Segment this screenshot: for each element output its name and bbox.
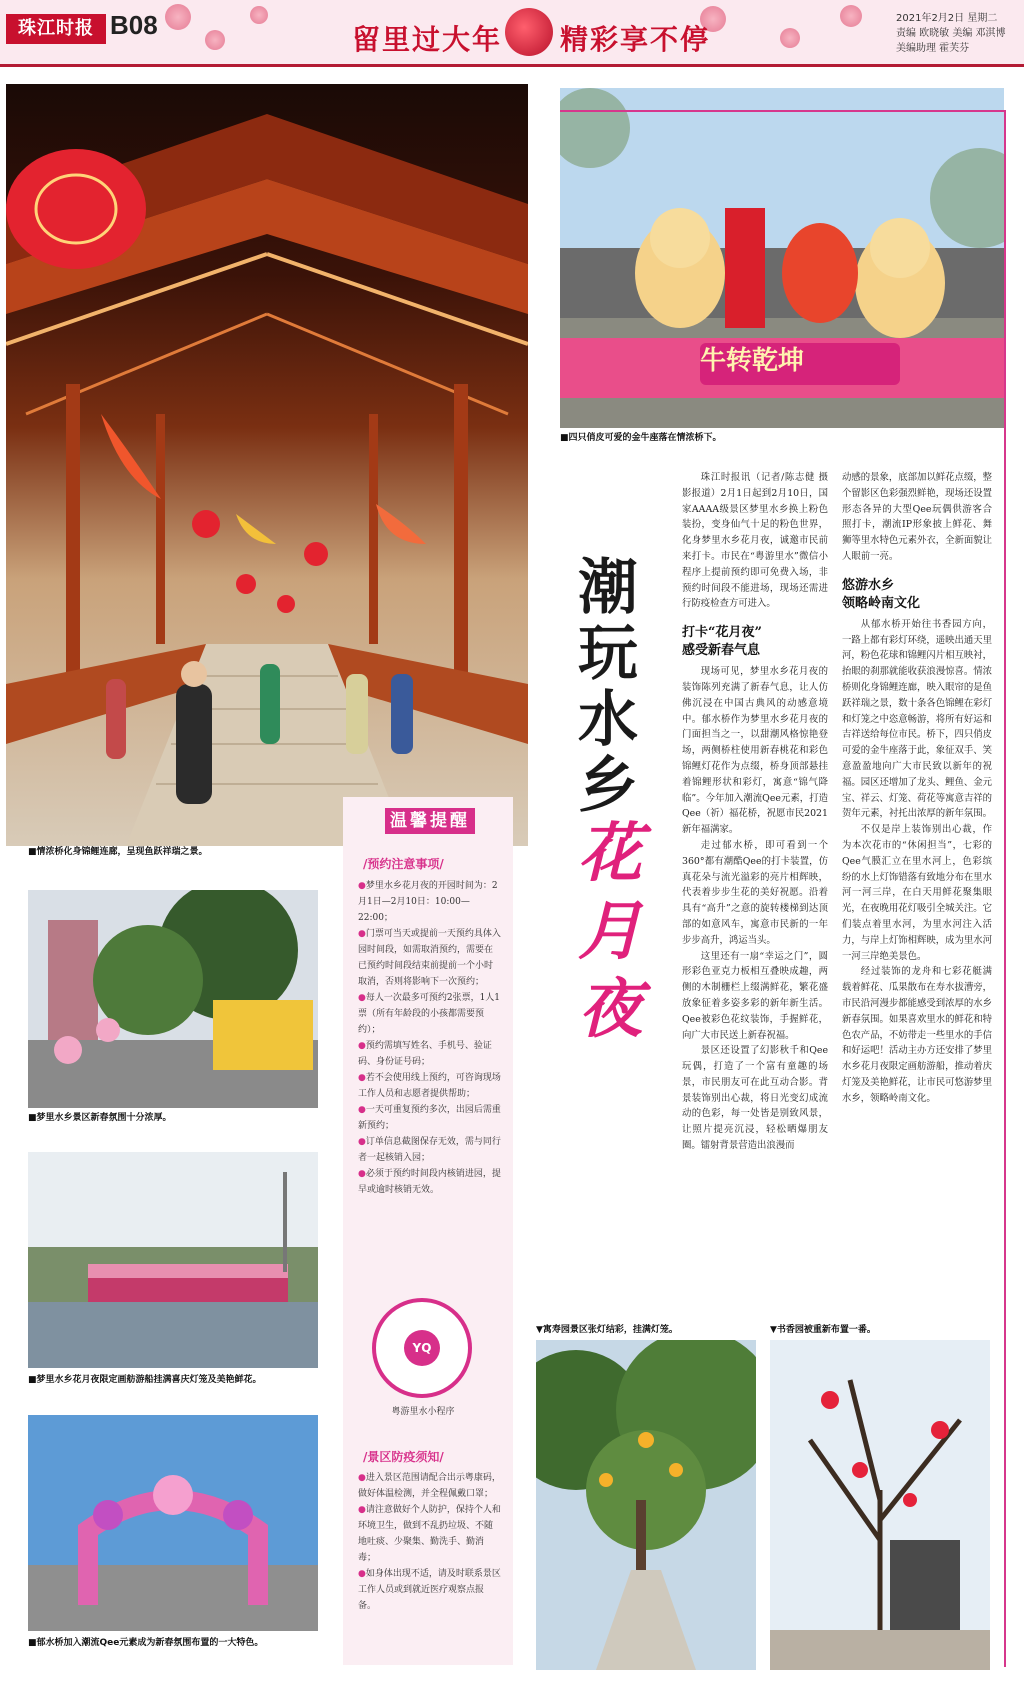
bridge-lantern-photo	[6, 84, 528, 846]
book-garden-illustration	[770, 1340, 990, 1670]
issue-info	[896, 11, 1006, 56]
plum-blossom-icon	[205, 30, 225, 50]
plum-blossom-icon	[165, 4, 191, 30]
qr-label: 粤游里水小程序	[391, 1407, 455, 1417]
rule-item: ●梦里水乡花月夜的开园时间为：2月1日—2月10日：10:00—22:00；	[358, 881, 498, 923]
epidemic-rules-list	[358, 1470, 501, 1614]
plum-blossom-icon	[250, 6, 268, 24]
caption-oxen: ■四只俏皮可爱的金牛座落在情浓桥下。	[560, 433, 722, 443]
caption-bridge: ■情浓桥化身锦鲤连廊，呈现鱼跃祥瑞之景。	[28, 847, 208, 857]
article-paragraph: 不仅是岸上装饰别出心裁，作为本次花市的“休闲担当”，七彩的Qee气膜汇立在里水河上，色彩缤纷的水上灯饰错落有致地分布在里水河一河三岸，在白天用鲜花聚集眼光，在夜晚用花灯吸引全城关注。它们装点着里水河，为里水河注入活力，与岸上灯饰相辉映，成为里水河一河三岸绝美景色。	[842, 824, 993, 962]
caption-garden: ▼寓寿园景区张灯结彩，挂满灯笼。	[536, 1325, 678, 1335]
subheading-1: 打卡“花月夜” 感受新春气息	[682, 625, 762, 659]
bridge-illustration	[6, 84, 528, 846]
article-column-1	[682, 470, 828, 1154]
headline-accent: 花月夜	[578, 816, 642, 1047]
epidemic-rules-heading: /景区防疫须知/	[363, 1450, 444, 1464]
slogan-left: 留里过大年	[352, 23, 503, 56]
article-paragraph: 从郁水桥开始往书香园方向，一路上都有彩灯环绕，遥映出通天里河，粉色花球和锦鲤闪片相互映衬，抬眼的刹那就能收获浪漫惊喜。情浓桥则化身锦鲤连廊，映入眼帘的是鱼跃祥瑞之景，数十条各色锦鲤在彩灯和灯笼之中恣意畅游，将所有好运和吉祥送给每位市民。桥下，四只俏皮可爱的金牛座落于此，象征双手、笑意盈盈地向广大市民致以新年的祝福。园区还增加了龙头、鲤鱼、金元宝、祥云、灯笼、荷花等寓意吉祥的贺年元素，衬托出浓厚的新年氛围。	[842, 618, 993, 820]
article-paragraph: 走过郁水桥，即可看到一个360°都有潮酷Qee的打卡装置，仿真花朵与流光溢彩的亮片相辉映，代表着步步生花的美好祝愿。沿着具有“高升”之意的旋转楼梯到达顶部的如意风车，寓意市民新的一年步步高升，鸿运当头。	[682, 839, 828, 946]
editor-credits: 责编 欧晓敏 美编 邓淇博	[896, 28, 1006, 39]
issue-date: 2021年2月2日 星期二	[896, 13, 998, 24]
qr-code-icon[interactable]	[372, 1298, 472, 1398]
article-paragraph: 动感的景象，底部加以鲜花点缀，整个留影区色彩强烈鲜艳，现场还设置形态各异的大型Qee玩偶供游客合照打卡，潮流IP形象披上鲜花、舞狮等里水特色元素外衣，全新面貌让人眼前一亮。	[842, 472, 993, 562]
article-paragraph: 现场可见，梦里水乡花月夜的装饰陈列充满了新春气息，让人仿佛沉浸在中国古典风的动感意境中。郁水桥作为梦里水乡花月夜的门面担当之一，以甜潮风格惊艳登场，两侧桥柱使用新春桃花和彩色锦鲤灯花作为点缀，桥身顶部悬挂着锦鲤形状和彩灯，寓意“锦气降临”。今年加入潮流Qee元素，打造Qee（祈）福花桥，祝愿市民2021新年福满家。	[682, 666, 828, 836]
scene-photo-2	[28, 1152, 318, 1368]
article-paragraph: 景区还设置了幻影秋千和Qee玩偶，打造了一个富有童趣的场景，市民朋友可在此互动合影。背景装饰别出心裁，将日光变幻成流动的色彩，每一处皆是别致风景，让照片提亮沉浸，轻松晒爆朋友圈。镭射背景营造出浪漫而	[682, 1045, 828, 1152]
rule-item: ●订单信息截图保存无效，需与同行者一起核销入园；	[358, 1137, 501, 1163]
garden-illustration	[536, 1340, 756, 1670]
rule-item: ●门票可当天或提前一天预约具体入园时间段，如需取消预约，需要在已预约时间段结束前提前一个小时取消，否则将影响下一次预约；	[358, 929, 501, 987]
sign-text: 牛转乾坤	[700, 346, 805, 376]
caption-scene1: ■梦里水乡景区新春氛围十分浓厚。	[28, 1113, 172, 1123]
rule-item: ●进入景区范围请配合出示粤康码，做好体温检测，并全程佩戴口罩；	[358, 1473, 501, 1499]
rule-item: ●每人一次最多可预约2张票，1人1票（所有年龄段的小孩都需要预约）；	[358, 993, 501, 1035]
scene-illustration-3	[28, 1415, 318, 1631]
rule-item: ●必须于预约时间段内核销进园，提早或逾时核销无效。	[358, 1169, 501, 1195]
book-garden-photo	[770, 1340, 990, 1670]
booking-rules-list	[358, 878, 501, 1198]
lantern-icon	[505, 8, 553, 56]
rule-item: ●如身体出现不适，请及时联系景区工作人员或到就近医疗观察点报备。	[358, 1569, 501, 1611]
slogan-right: 精彩享不停	[560, 23, 711, 56]
article-paragraph: 这里还有一扇“幸运之门”，圆形彩色亚克力板相互叠映成趣，两侧的木制栅栏上缀满鲜花，繁花盛放象征着多姿多彩的新年新生活。Qee被彩色花纹装饰，手握鲜花，向广大市民送上新春祝福。	[682, 950, 828, 1041]
page-number: B08	[110, 10, 158, 40]
article-column-2	[842, 470, 992, 1106]
article-intro: 珠江时报讯（记者/陈志健 摄影报道）2月1日起到2月10日，国家AAAA级景区梦里水乡换上粉色装扮，变身仙气十足的粉色世界，化身梦里水乡花月夜，诚邀市民前来打卡。市民在“粤游里水”微信小程序上提前预约即可免费入场，非预约时间段不能进场，现场还需进行防疫检查方可进入。	[682, 472, 828, 610]
article-paragraph: 经过装饰的龙舟和七彩花艇满载着鲜花、瓜果散布在寿水拔漕旁，市民沿河漫步都能感受到浓厚的水乡新春氛围。如果喜欢里水的鲜花和特色农产品，不妨带走一些里水的手信和好运吧！活动主办方还安排了梦里水乡花月夜限定画舫游船，推动着庆灯笼及美艳鲜花，让市民可悠游梦里水乡，领略岭南文化。	[842, 966, 993, 1104]
plum-blossom-icon	[780, 28, 800, 48]
assistant-credits: 美编助理 霍芙芬	[896, 43, 970, 54]
scene-illustration-1	[28, 890, 318, 1108]
caption-scene3: ■郁水桥加入潮流Qee元素成为新春氛围布置的一大特色。	[28, 1638, 264, 1648]
plum-blossom-icon	[840, 5, 862, 27]
headline-main: 潮玩水乡	[578, 553, 638, 821]
garden-photo	[536, 1340, 756, 1670]
booking-rules-heading: /预约注意事项/	[363, 857, 444, 871]
subheading-2: 悠游水乡 领略岭南文化	[842, 577, 921, 611]
scene-photo-1	[28, 890, 318, 1108]
rule-item: ●若不会使用线上预约，可咨询现场工作人员和志愿者提供帮助；	[358, 1073, 501, 1099]
reminder-title: 温馨提醒	[385, 808, 475, 834]
scene-illustration-2	[28, 1152, 318, 1368]
qr-logo: YQ	[404, 1330, 440, 1366]
rule-item: ●预约需填写姓名、手机号、验证码、身份证号码；	[358, 1041, 492, 1067]
rule-item: ●一天可重复预约多次，出园后需重新预约；	[358, 1105, 501, 1131]
caption-book: ▼书香园被重新布置一番。	[770, 1325, 876, 1335]
newspaper-masthead: 珠江时报	[6, 14, 106, 44]
scene-photo-3	[28, 1415, 318, 1631]
caption-scene2: ■梦里水乡花月夜限定画舫游船挂满喜庆灯笼及美艳鲜花。	[28, 1375, 262, 1385]
rule-item: ●请注意做好个人防护，保持个人和环境卫生，做到不乱扔垃圾、不随地吐痰、少聚集、勤洗手、勤消毒；	[358, 1505, 501, 1563]
